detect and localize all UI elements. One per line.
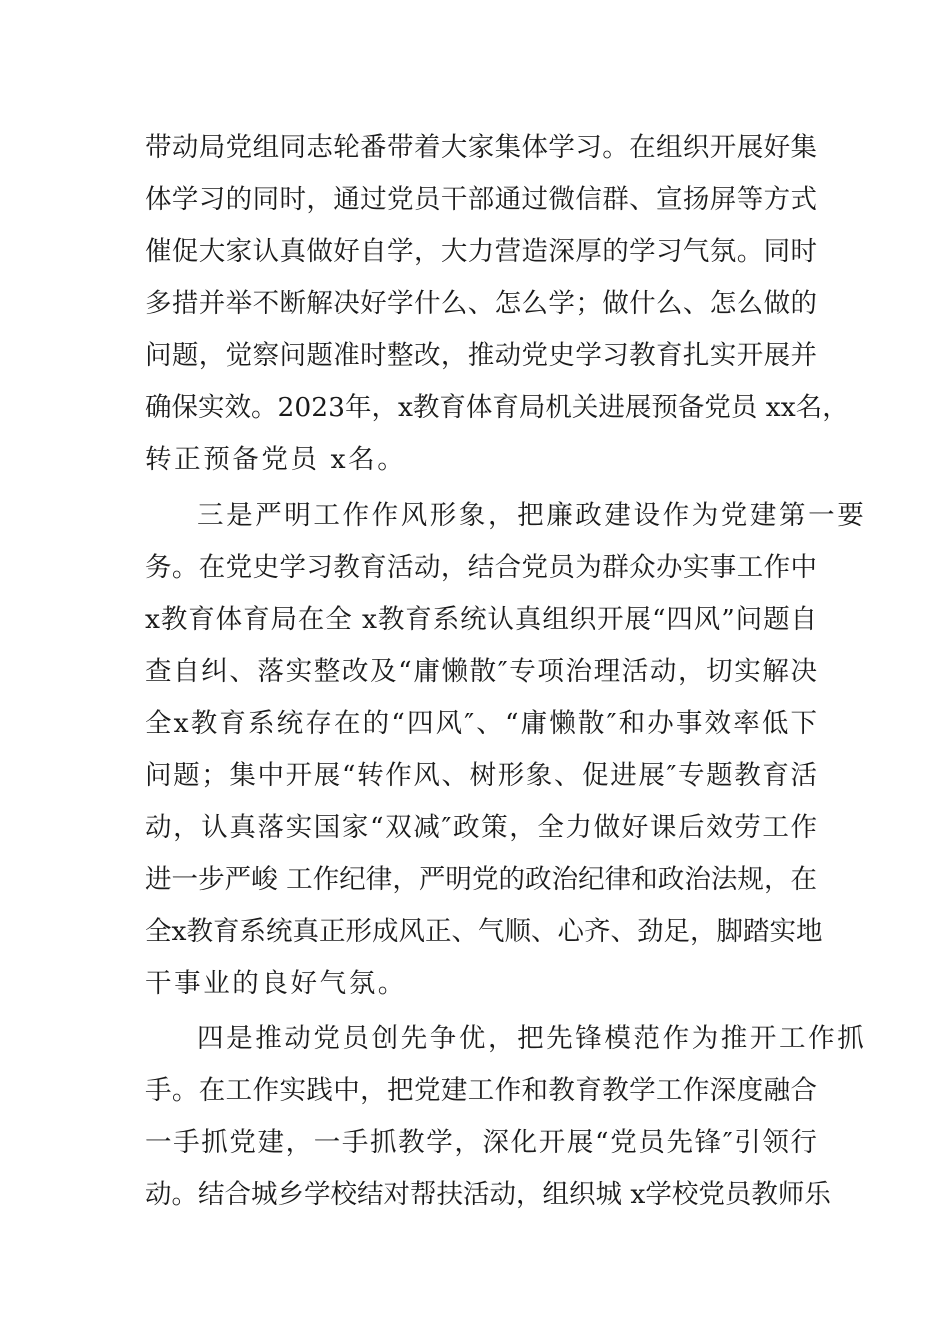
paragraph-work-style bbox=[145, 490, 867, 1010]
text-line: 一手抓党建，一手抓教学，深化开展“党员先锋″引领行 bbox=[145, 1127, 817, 1158]
text-line: 带动局党组同志轮番带着大家集体学习。在组织开展好集 bbox=[145, 132, 817, 163]
text-line: 手。在工作实践中，把党建工作和教育教学工作深度融合 bbox=[145, 1075, 817, 1106]
text-line: 体学习的同时，通过党员干部通过微信群、宣扬屏等方式 bbox=[145, 184, 817, 215]
text-line: 动。结合城乡学校结对帮扶活动，组织城 x学校党员教师乐 bbox=[145, 1179, 831, 1210]
text-line: 三是严明工作作风形象，把廉政建设作为党建第一要 bbox=[197, 500, 867, 531]
paragraph-pioneer bbox=[145, 1013, 867, 1221]
text-line: 催促大家认真做好自学，大力营造深厚的学习气氛。同时 bbox=[145, 236, 817, 267]
text-line: 务。在党史学习教育活动，结合党员为群众办实事工作中 bbox=[145, 552, 817, 583]
text-line: x教育体育局在全 x教育系统认真组织开展“四风”问题自 bbox=[145, 604, 817, 635]
text-line: 进一步严峻 工作纪律，严明党的政治纪律和政治法规，在 bbox=[145, 864, 817, 895]
text-line: 问题；集中开展“转作风、树形象、促进展″专题教育活 bbox=[145, 760, 817, 791]
text-line: 全x教育系统存在的“四风″、“庸懒散″和办事效率低下 bbox=[145, 708, 817, 739]
text-line: 确保实效。2023年，x教育体育局机关进展预备党员 xx名， bbox=[145, 392, 849, 423]
text-line: 问题，觉察问题准时整改，推动党史学习教育扎实开展并 bbox=[145, 340, 817, 371]
text-line: 四是推动党员创先争优，把先锋模范作为推开工作抓 bbox=[197, 1023, 867, 1054]
text-line: 干事业的良好气氛。 bbox=[145, 968, 407, 999]
text-line: 查自纠、落实整改及“庸懒散″专项治理活动，切实解决 bbox=[145, 656, 817, 687]
text-line: 转正预备党员 x名。 bbox=[145, 444, 407, 475]
text-line: 动，认真落实国家“双减″政策，全力做好课后效劳工作 bbox=[145, 812, 817, 843]
paragraph-party-study bbox=[145, 122, 849, 486]
text-line: 全x教育系统真正形成风正、气顺、心齐、劲足，脚踏实地 bbox=[145, 916, 823, 947]
text-line: 多措并举不断解决好学什么、怎么学；做什么、怎么做的 bbox=[145, 288, 817, 319]
